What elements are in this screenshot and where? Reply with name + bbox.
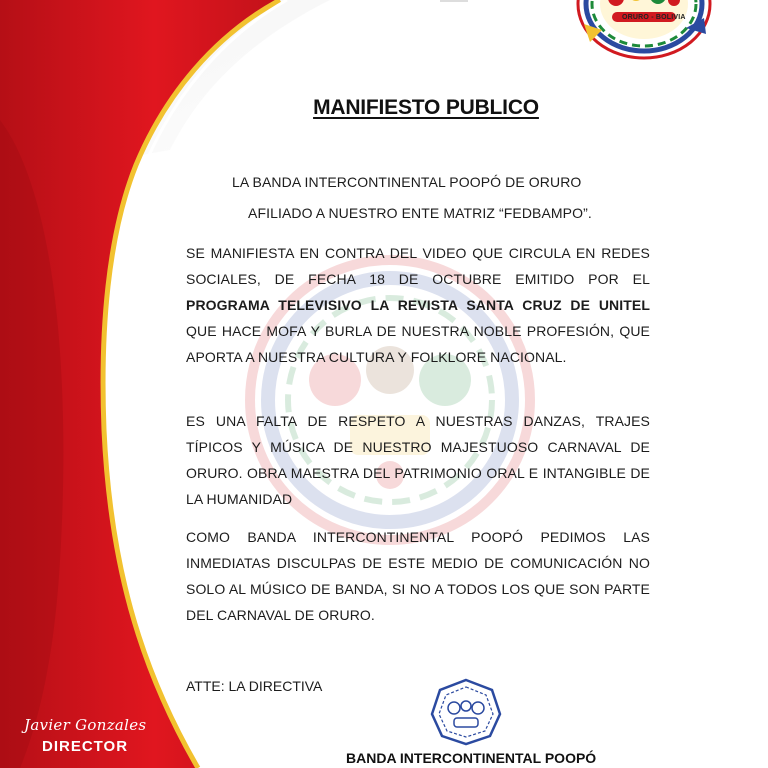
document-title: MANIFIESTO PUBLICO bbox=[313, 96, 539, 119]
paragraph-1-bold-program: PROGRAMA TELEVISIVO LA REVISTA SANTA CRUZ DE UNITEL bbox=[186, 297, 650, 313]
director-title: DIRECTOR bbox=[42, 738, 129, 755]
band-name-footer: BANDA INTERCONTINENTAL POOPÓ bbox=[346, 750, 597, 766]
band-seal-icon bbox=[430, 678, 502, 746]
paragraph-1-text-a: SE MANIFIESTA EN CONTRA DEL VIDEO QUE CIRCULA EN REDES SOCIALES, DE FECHA 18 DE OCTUBRE EMITIDO POR EL bbox=[186, 245, 650, 287]
top-logo-caption: ORURO - BOLIVIA bbox=[622, 14, 686, 21]
document-body bbox=[186, 0, 650, 768]
closing-signoff: ATTE: LA DIRECTIVA bbox=[186, 678, 323, 694]
intro-line-1: LA BANDA INTERCONTINENTAL POOPÓ DE ORURO bbox=[232, 174, 582, 190]
director-signature: Javier Gonzales bbox=[24, 716, 147, 734]
paragraph-2: ES UNA FALTA DE RESPETO A NUESTRAS DANZAS, TRAJES TÍPICOS Y MÚSICA DE NUESTRO MAJESTUOSO CARNAVAL DE ORURO. OBRA MAESTRA DEL PATRIMONIO ORAL E INTANGIBLE DE LA HUMANIDAD bbox=[186, 413, 650, 507]
paragraph-1-text-b: QUE HACE MOFA Y BURLA DE NUESTRA NOBLE PROFESIÓN, QUE APORTA A NUESTRA CULTURA Y FOLKLORE NACIONAL. bbox=[186, 323, 650, 365]
intro-line-2: AFILIADO A NUESTRO ENTE MATRIZ “FEDBAMPO”. bbox=[248, 205, 592, 221]
paragraph-1 bbox=[186, 240, 650, 370]
paragraph-3: COMO BANDA INTERCONTINENTAL POOPÓ PEDIMOS LAS INMEDIATAS DISCULPAS DE ESTE MEDIO DE COMUNICACIÓN NO SOLO AL MÚSICO DE BANDA, SI NO A TODOS LOS QUE SON PARTE DEL CARNAVAL DE ORURO. bbox=[186, 529, 650, 623]
